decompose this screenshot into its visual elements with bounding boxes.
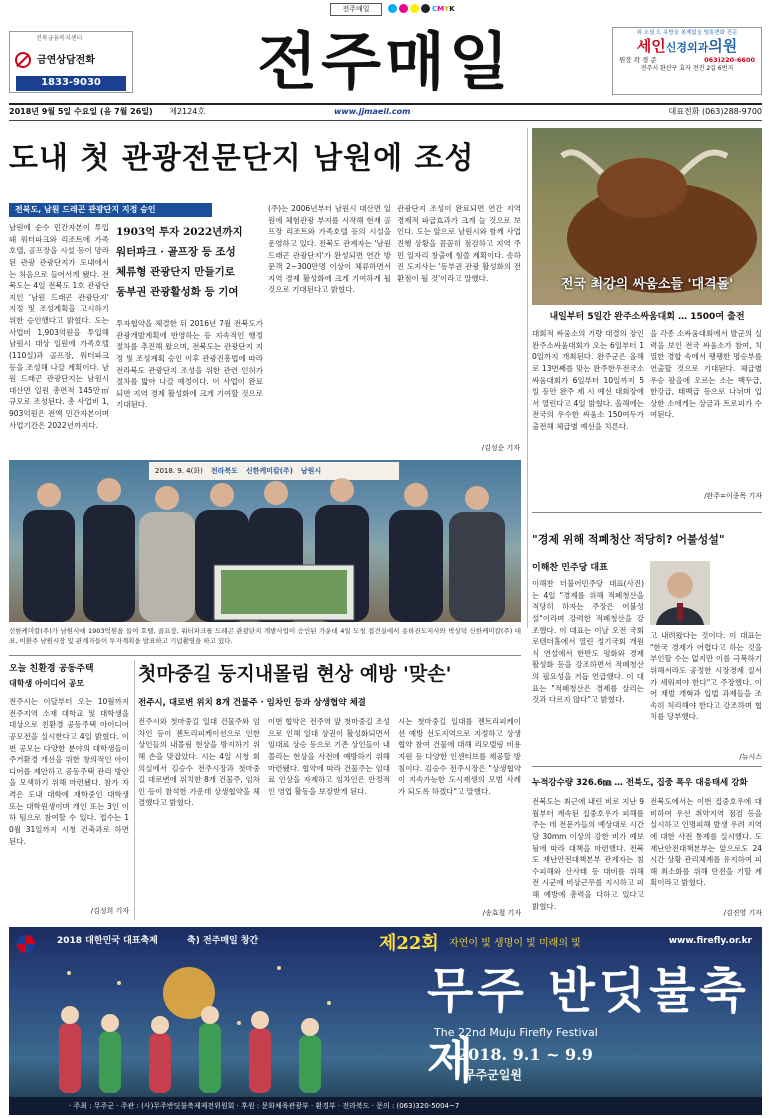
festival-dates: 2018. 9.1 ~ 9.9 [457, 1045, 593, 1064]
bottom-left-body: 전주시는 이달부터 오는 10월까지 전주지역 소재 대학교 및 대학생을 대상으로 친환경 공동주택 아이디어 공모전을 실시한다고 4일 밝혔다. 이번 공모는 다양한 분야의 대학생들이 주거환경 개선을 위한 창의적인 아이디어를 제안하고 공동주택 관리 방안을 모색하기 위해 마련됐다. 참가 자격은 도내 대학에 재학중인 대학생 또는 대학원생이며 개인 또는 3인 이하 팀으로 참여할 수 있다. 접수는 10월 31일까지 시청 건축과로 하면 된다. [9, 697, 129, 846]
masthead-title: 전주매일 [257, 25, 513, 98]
lead-kicker: 전북도, 남원 드래곤 관광단지 지정 승인 [9, 203, 212, 217]
weather-headline: 누적강수량 326.6㎜ … 전북도, 집중 폭우 대응태세 강화 [532, 778, 748, 788]
ad-phone: 1833-9030 [16, 76, 126, 91]
lead-headline: 도내 첫 관광전문단지 남원에 조성 [9, 141, 475, 176]
festival-emblem [17, 935, 35, 953]
column-col2: 고 내려왔다는 것이다. 이 대표는 "한국 경제가 어렵다고 하는 것을 부인할 수는 없지만 이를 극복하기 위해서라도 공정한 시장경제 질서가 세워져야 한다"고 주장했다. 이어 재벌 개혁과 입법 과제들을 조속히 처리해야 한다고 강조하며 협치를 당부했다. [650, 631, 762, 722]
lead-photo-caption: 신한케미칼(주)가 남원시에 1903억원을 들여 호텔, 골프장, 워터파크를 드래곤 관광단지 개발사업이 승인된 가운데 4일 도청 접견실에서 송하진도지사와 박상덕 신한케미칼(주) 대표, 이환주 남원시장 및 관계자들이 투자계획을 발표하고 기념촬영을 하고 있다. [9, 627, 521, 646]
weather-col2: 전북도에서는 이번 집중호우에 대비하여 우선 취약지역 점검 등을 실시하고 인명피해 발생 우려 지역에 대한 사전 통제를 실시했다. 도 재난안전대책본부는 앞으로도 24시간 상황 관리체계를 유지하여 피해 최소화를 위해 만전을 기할 계획이라고 밝혔다. [650, 797, 762, 888]
festival-url[interactable]: www.firefly.or.kr [668, 936, 752, 946]
weather-byline: /김진영 기자 [723, 909, 762, 917]
bullfight-title: 내일부터 5일간 완주소싸움대회 … 1500여 출전 [549, 312, 745, 322]
photo-logo: 전라북도 [210, 466, 238, 475]
lead-pullquote [116, 222, 266, 302]
ad-clinic-name: 세인신경외과의원 [636, 36, 738, 55]
bottom-main-headline: 첫마중길 둥지내몰림 현상 예방 '맞손' [138, 663, 452, 685]
bottom-main-byline: /송효철 기자 [482, 909, 521, 917]
bullfight-photo-caption: 전국 최강의 싸움소들 '대격돌' [560, 277, 734, 292]
photo-date: 2018. 9. 4(화) [155, 466, 203, 475]
lead-col3: (주)는 2006년부터 남원시 대산면 일원에 체험관광 부지를 시작해 현재 골프장 리조트와 가족호텔 등의 시설을 운영하고 있다. 전북도 관계자는 '남원 드래곤 관광단지'가 완성되면 연간 방문객 2~300만명 이상이 체류하면서 지역 경제 활성화에 크게 기여하게 될 것으로 기대된다고 밝혔다. [268, 204, 391, 295]
top-tag: 전주매일 [330, 3, 382, 16]
ad-title: 금연상담전화 [37, 55, 95, 66]
festival-edition: 제22회 [379, 933, 439, 954]
ad-clinic-dept: 원장 곽 경 준 [619, 55, 657, 64]
festival-title: 무주 반딧불축제 [427, 963, 750, 1089]
bottom-main-col3: 시는 첫마중길 일대를 젠트리피케이션 예방 선도지역으로 지정하고 상생 협약 참여 건물에 대해 리모델링 비용 지원 등 다양한 인센티브를 제공할 방침이다. 김승수 전주시장은 "상생협약이 지속가능한 도시재생의 모범 사례가 되도록 하겠다"고 말했다. [398, 717, 521, 796]
lead-byline: /김성순 기자 [481, 444, 520, 452]
pull-line: 1903억 투자 2022년까지 [116, 226, 243, 238]
bottom-main-sub: 전주시, 대로변 위치 8개 건물주 · 임차인 등과 상생협약 체결 [138, 698, 366, 708]
no-smoking-icon [15, 52, 31, 68]
bottom-left-byline: /김성희 기자 [90, 907, 129, 915]
festival-congrats: 축) 전주매일 창간 [187, 936, 259, 946]
ad-clinic[interactable] [612, 27, 762, 95]
ad-quitline[interactable] [9, 31, 133, 93]
ad-org: 전북금융복지센터 [36, 35, 83, 42]
bullfight-photo [532, 128, 762, 305]
photo-logo: 신한케미칼(주) [245, 466, 293, 475]
bullfight-byline: /완주=이종목 기자 [704, 492, 762, 500]
festival-venue: 무주군일원 [464, 1068, 522, 1082]
bottom-left-sub: 대학생 아이디어 공모 [9, 679, 85, 688]
dateline [9, 106, 762, 118]
weather-col1: 전북도는 최근에 내린 비로 지난 9월부터 계속된 집중호우가 피해를 주는 데 전문가들의 예상대로 시간당 30mm 이상의 강한 비가 예보됨에 따라 대책을 마련했다. 전북도 재난안전대책본부 관계자는 침수피해와 산사태 등 대비를 위해 전 시군에 비상근무를 지시하고 피해 예방에 총력을 다하고 있다고 밝혔다. [532, 797, 644, 911]
column-headline: "경제 위해 적폐청산 적당히? 어불성설" [532, 533, 725, 546]
cmyk-marks: CMYK [388, 4, 455, 14]
column-byline: /뉴시스 [739, 753, 762, 761]
issue-number: 제2124호 [169, 107, 206, 116]
lead-col4: 관광단지 조성이 완료되면 연간 지역 경제적 파급효과가 크게 늘 것으로 보인다. 도는 앞으로 남원시와 함께 사업 진행 상황을 꼼꼼히 점검하고 지역 주민 일자리 창출에 힘쓸 계획이다. 송하진 도지사는 '동부권 관광 활성화의 전환점이 될 것'이라고 말했다. [397, 204, 521, 283]
pull-line: 체류형 관광단지 만들기로 [116, 266, 235, 278]
column-author: 이해찬 민주당 대표 [532, 563, 608, 573]
photo-logo: 남원시 [300, 466, 322, 475]
date: 2018년 9월 5일 수요일 (음 7월 26일) [9, 107, 153, 116]
festival-banner[interactable] [9, 927, 762, 1115]
festival-top: 2018 대한민국 대표축제 [57, 936, 158, 946]
festival-slogan: 자연이 빛 생명이 빛 미래의 빛 [449, 938, 581, 949]
ad-clinic-phone: 063)220-6600 [704, 55, 755, 64]
bullfight-col2: 을 각종 소싸움대회에서 발군의 실력을 보인 전국 싸움소가 참여, 치열한 경합 속에서 팽팽한 명승부를 연출할 것으로 기대된다. 체급별 우승 팔을에 오르는 소는 백두급, 한강급, 태백급 등으로 나뉘며 입상한 소에게는 상금과 트로피가 수여된다. [650, 329, 762, 420]
festival-footer: · 주최 : 무주군 · 주관 : (사)무주반딧불축제제전위원회 · 후원 : 문화체육관광부 · 환경부 · 전라북도 · 문의 : (063)320-5004~7 [9, 1097, 762, 1115]
pull-line: 동부권 관광활성화 등 기여 [116, 286, 239, 298]
ad-clinic-top: 위 소셜 도 유방을 봉제없을 떨통변화 전문 [636, 30, 738, 36]
lead-photo [9, 460, 521, 622]
lead-col1: 남원에 순수 민간자본이 투입돼 워터파크와 리조트에 가족호텔, 골프장을 시설 등이 망라된 관광 관광단지가 도내에서는 처음으로 들어서게 됐다. 전북도는 4일 전북도 1호 관광단지인 '남원 드래곤 관광단지' 지정 및 조성계획을 고시하기 위한 승인했다고 밝혔다. 도는 사업비 1,903억원을 투입해 남원시 대상 일원에 가족호텔 (110실)과 골프장, 워터파크 등을 조성해 나갈 계획이다. 남원 드래곤 관광단지는 남원시 대산면 일원 총면적 145만㎡ 규모로 조성된다. 총 사업비 1,903억원은 전액 민간자본이며 사업기간은 2022년까지다. [9, 223, 109, 430]
people-illustration [9, 460, 521, 622]
festival-crowd-illustration [29, 953, 369, 1103]
pull-line: 워터파크 · 골프장 등 조성 [116, 246, 236, 258]
column-col1: 이해찬 더불어민주당 대표(사진)는 4일 "경제를 위해 적폐청산을 적당히 하자는 주장은 어불성설"이라며 강력한 적폐청산을 강조했다. 이 대표는 이날 오전 국회 로텐더홀에서 열린 정기국회 개원식 연설에서 한반도 평화와 경제 활성화 등을 강조하면서 적폐청산의 필요성을 거듭 언급했다. 이 대표는 "적폐청산은 경제를 살리는 것과 다르지 않다"고 밝혔다. [532, 579, 644, 705]
bullfight-col1: 대회적 싸움소의 기량 대결의 장인 완주소싸움대회가 오는 6일부터 10일까지 개최된다. 완주군은 올해로 13번째를 맞는 완주한우전국소싸움대회가 6일부터 10일까지 5일 동안 완주 제 시 예선 대회장에서 열린다고 4일 밝혔다. 올해에는 전국의 우수한 싸움소 150여두가 출전해 체급별 예선을 치른다. [532, 329, 644, 431]
bottom-left-title: 오늘 친환경 공동주택 [9, 664, 94, 674]
bottom-main-col2: 이번 협약은 전주역 앞 첫마중길 조성으로 인해 일대 상권이 활성화되면서 임대료 상승 등으로 기존 상인들이 내몰리는 현상을 사전에 예방하기 위해 마련됐다. 협약에 따라 건물주는 임대료 인상을 자제하고 임차인은 안정적인 영업 활동을 보장받게 된다. [268, 717, 390, 796]
site-url[interactable]: www.jjmaeil.com [334, 107, 411, 116]
bottom-main-col1: 전주시와 첫마중길 일대 건물주와 임차인 등이 젠트리피케이션으로 인한 상인들의 내몰림 현상을 방지하기 위해 손을 맞잡았다. 시는 4일 시청 회의실에서 김승수 전주시장과 첫마중길 대로변에 위치한 8개 건물주, 임차인 등이 참석한 가운데 상생협약을 체결했다고 밝혔다. [138, 717, 260, 808]
main-phone: 대표전화 (063)288-9700 [668, 107, 762, 116]
festival-eng: The 22nd Muju Firefly Festival [434, 1026, 598, 1039]
column-portrait [650, 561, 710, 625]
lead-col2: 투자협약을 체결한 뒤 2016년 7월 전북도가 관광개발계획에 반영하는 등 지속적인 행정절차를 추진해 왔으며, 전북도는 관광단지 지정 및 조성계획 승인 이후 관광진흥법에 따라 전라북도 관광단지 조성을 위한 관련 인허가 절차를 밟아 나갈 예정이다. 이 사업이 완료되면 지역 경제 활성화에 크게 기여할 것으로 기대된다. [116, 319, 263, 410]
ad-clinic-addr: 전주시 완산구 효자 전진 2길 6번지 [640, 65, 734, 73]
